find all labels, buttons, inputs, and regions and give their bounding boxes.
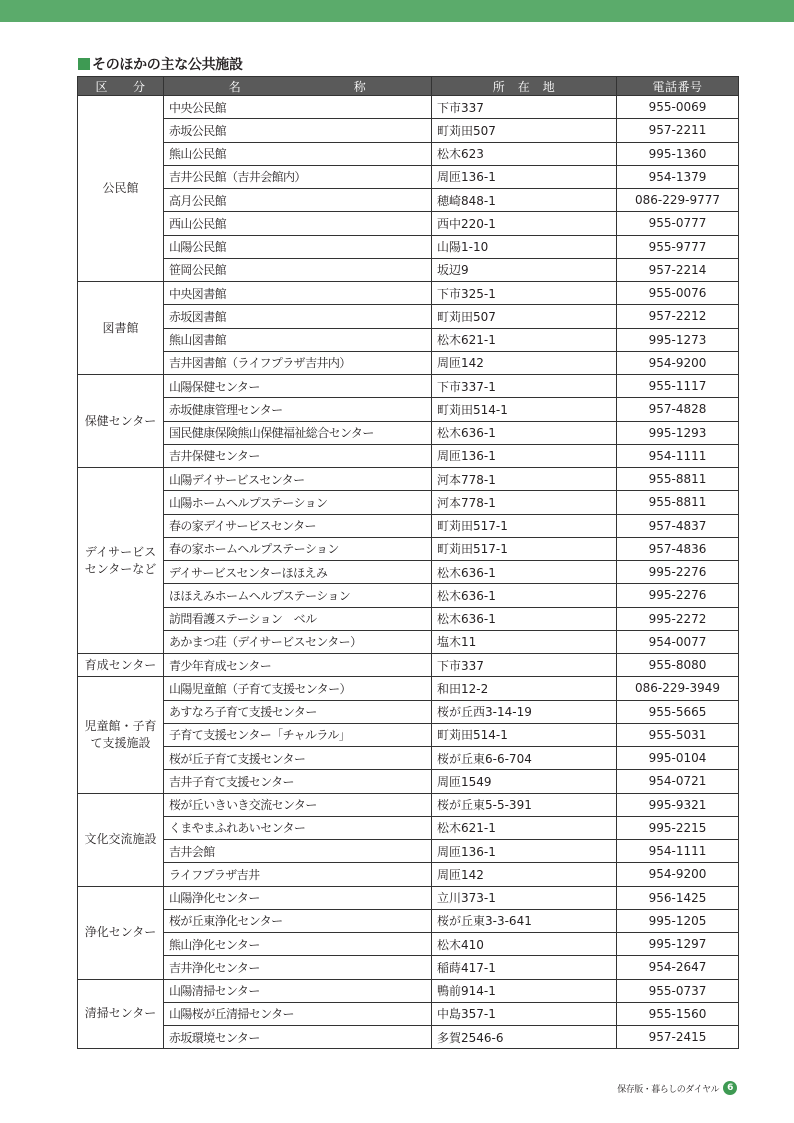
table-row [78, 537, 739, 560]
table-body [78, 96, 739, 1049]
section-title [78, 54, 243, 74]
address-cell: 立川373-1 [432, 886, 617, 909]
table-row [78, 654, 739, 677]
address-cell: 中島357-1 [432, 1002, 617, 1025]
table-row [78, 468, 739, 491]
table-row [78, 421, 739, 444]
address-cell: 町苅田507 [432, 305, 617, 328]
address-cell: 町苅田514-1 [432, 398, 617, 421]
phone-cell: 955-0737 [617, 979, 739, 1002]
address-cell: 穂崎848-1 [432, 189, 617, 212]
phone-cell: 995-9321 [617, 793, 739, 816]
table-row [78, 375, 739, 398]
table-row [78, 747, 739, 770]
table-row [78, 863, 739, 886]
facility-name-cell: 桜が丘いきいき交流センター [164, 793, 432, 816]
facility-name-cell: 桜が丘子育て支援センター [164, 747, 432, 770]
table-row [78, 398, 739, 421]
header-address: 所 在 地 [432, 77, 617, 96]
facility-name-cell: あかまつ荘（デイサービスセンター） [164, 630, 432, 653]
category-cell: 保健センター [78, 375, 164, 468]
facility-name-cell: 熊山図書館 [164, 328, 432, 351]
phone-cell: 957-4837 [617, 514, 739, 537]
header-category: 区 分 [78, 77, 164, 96]
facility-name-cell: 吉井公民館（吉井会館内） [164, 165, 432, 188]
phone-cell: 955-9777 [617, 235, 739, 258]
facility-name-cell: 中央図書館 [164, 282, 432, 305]
address-cell: 稲蒔417-1 [432, 956, 617, 979]
facility-name-cell: 山陽公民館 [164, 235, 432, 258]
phone-cell: 954-1111 [617, 840, 739, 863]
address-cell: 松木636-1 [432, 561, 617, 584]
header-phone: 電話番号 [617, 77, 739, 96]
phone-cell: 995-0104 [617, 747, 739, 770]
table-row [78, 119, 739, 142]
table-row [78, 258, 739, 281]
phone-cell: 086-229-9777 [617, 189, 739, 212]
phone-cell: 954-9200 [617, 863, 739, 886]
address-cell: 町苅田514-1 [432, 723, 617, 746]
facility-name-cell: 吉井会館 [164, 840, 432, 863]
phone-cell: 995-2276 [617, 584, 739, 607]
address-cell: 多賀2546-6 [432, 1026, 617, 1049]
facility-name-cell: 吉井子育て支援センター [164, 770, 432, 793]
page-footer [617, 1081, 737, 1095]
address-cell: 下市337-1 [432, 375, 617, 398]
address-cell: 桜が丘東5-5-391 [432, 793, 617, 816]
table-row [78, 979, 739, 1002]
table-row [78, 142, 739, 165]
address-cell: 和田12-2 [432, 677, 617, 700]
table-row [78, 607, 739, 630]
page-number-badge: 6 [723, 1081, 737, 1095]
facility-name-cell: ライフプラザ吉井 [164, 863, 432, 886]
phone-cell: 955-0069 [617, 96, 739, 119]
phone-cell: 995-1293 [617, 421, 739, 444]
category-cell: 育成センター [78, 654, 164, 677]
category-cell: 清掃センター [78, 979, 164, 1049]
facility-name-cell: ほほえみホームヘルプステーション [164, 584, 432, 607]
facility-name-cell: 子育て支援センター「チャルラル」 [164, 723, 432, 746]
table-row [78, 770, 739, 793]
phone-cell: 955-8080 [617, 654, 739, 677]
address-cell: 松木636-1 [432, 607, 617, 630]
facilities-table [77, 76, 739, 1049]
facility-name-cell: デイサービスセンターほほえみ [164, 561, 432, 584]
category-cell: 浄化センター [78, 886, 164, 979]
facility-name-cell: 赤坂環境センター [164, 1026, 432, 1049]
address-cell: 桜が丘西3-14-19 [432, 700, 617, 723]
phone-cell: 955-1560 [617, 1002, 739, 1025]
table-header-row [78, 77, 739, 96]
facility-name-cell: 西山公民館 [164, 212, 432, 235]
category-cell: 児童館・子育て支援施設 [78, 677, 164, 793]
facility-name-cell: 訪問看護ステーション ベル [164, 607, 432, 630]
address-cell: 下市337 [432, 96, 617, 119]
table-row [78, 514, 739, 537]
address-cell: 塩木11 [432, 630, 617, 653]
table-row [78, 956, 739, 979]
table-row [78, 165, 739, 188]
table-row [78, 1002, 739, 1025]
address-cell: 町苅田507 [432, 119, 617, 142]
table-row [78, 630, 739, 653]
address-cell: 周匝136-1 [432, 165, 617, 188]
table-row [78, 491, 739, 514]
facility-name-cell: 赤坂公民館 [164, 119, 432, 142]
table-row [78, 328, 739, 351]
phone-cell: 955-8811 [617, 491, 739, 514]
phone-cell: 957-2211 [617, 119, 739, 142]
address-cell: 下市337 [432, 654, 617, 677]
phone-cell: 957-4828 [617, 398, 739, 421]
table-row [78, 305, 739, 328]
facility-name-cell: 春の家デイサービスセンター [164, 514, 432, 537]
phone-cell: 957-2212 [617, 305, 739, 328]
facility-name-cell: 山陽浄化センター [164, 886, 432, 909]
phone-cell: 995-1360 [617, 142, 739, 165]
table-row [78, 351, 739, 374]
category-cell: 図書館 [78, 282, 164, 375]
section-title-text: そのほかの主な公共施設 [92, 57, 243, 73]
facility-name-cell: 国民健康保険熊山保健福祉総合センター [164, 421, 432, 444]
category-cell: デイサービスセンターなど [78, 468, 164, 654]
table-row [78, 96, 739, 119]
table-row [78, 793, 739, 816]
address-cell: 松木636-1 [432, 421, 617, 444]
phone-cell: 954-2647 [617, 956, 739, 979]
phone-cell: 995-2272 [617, 607, 739, 630]
table-row [78, 700, 739, 723]
address-cell: 下市325-1 [432, 282, 617, 305]
address-cell: 周匝142 [432, 351, 617, 374]
phone-cell: 955-5665 [617, 700, 739, 723]
table-row [78, 677, 739, 700]
phone-cell: 954-1379 [617, 165, 739, 188]
address-cell: 周匝1549 [432, 770, 617, 793]
address-cell: 河本778-1 [432, 491, 617, 514]
facility-name-cell: 高月公民館 [164, 189, 432, 212]
table-row [78, 189, 739, 212]
top-header-bar [0, 0, 794, 22]
phone-cell: 995-2276 [617, 561, 739, 584]
table-row [78, 1026, 739, 1049]
phone-cell: 995-1205 [617, 909, 739, 932]
address-cell: 周匝142 [432, 863, 617, 886]
address-cell: 鴨前914-1 [432, 979, 617, 1002]
facility-name-cell: 山陽ホームヘルプステーション [164, 491, 432, 514]
phone-cell: 995-1297 [617, 933, 739, 956]
table-row [78, 886, 739, 909]
phone-cell: 957-2415 [617, 1026, 739, 1049]
table-row [78, 235, 739, 258]
table-row [78, 816, 739, 839]
phone-cell: 954-0721 [617, 770, 739, 793]
address-cell: 町苅田517-1 [432, 514, 617, 537]
facility-name-cell: 赤坂図書館 [164, 305, 432, 328]
facility-name-cell: 桜が丘東浄化センター [164, 909, 432, 932]
address-cell: 桜が丘東6-6-704 [432, 747, 617, 770]
facility-name-cell: 春の家ホームヘルプステーション [164, 537, 432, 560]
address-cell: 周匝136-1 [432, 840, 617, 863]
address-cell: 桜が丘東3-3-641 [432, 909, 617, 932]
table-row [78, 933, 739, 956]
address-cell: 坂辺9 [432, 258, 617, 281]
facility-name-cell: 吉井保健センター [164, 444, 432, 467]
phone-cell: 086-229-3949 [617, 677, 739, 700]
phone-cell: 955-8811 [617, 468, 739, 491]
phone-cell: 955-1117 [617, 375, 739, 398]
phone-cell: 954-1111 [617, 444, 739, 467]
table-row [78, 723, 739, 746]
facility-name-cell: 中央公民館 [164, 96, 432, 119]
phone-cell: 954-0077 [617, 630, 739, 653]
address-cell: 西中220-1 [432, 212, 617, 235]
phone-cell: 955-0076 [617, 282, 739, 305]
address-cell: 河本778-1 [432, 468, 617, 491]
address-cell: 周匝136-1 [432, 444, 617, 467]
facility-name-cell: 山陽桜が丘清掃センター [164, 1002, 432, 1025]
phone-cell: 955-5031 [617, 723, 739, 746]
table-row [78, 212, 739, 235]
table-row [78, 444, 739, 467]
address-cell: 山陽1-10 [432, 235, 617, 258]
facility-name-cell: 吉井図書館（ライフプラザ吉井内） [164, 351, 432, 374]
table-row [78, 909, 739, 932]
address-cell: 松木623 [432, 142, 617, 165]
table-row [78, 282, 739, 305]
table-row [78, 584, 739, 607]
facility-name-cell: 吉井浄化センター [164, 956, 432, 979]
phone-cell: 957-2214 [617, 258, 739, 281]
facility-name-cell: 笹岡公民館 [164, 258, 432, 281]
address-cell: 町苅田517-1 [432, 537, 617, 560]
table-row [78, 840, 739, 863]
facility-name-cell: 熊山浄化センター [164, 933, 432, 956]
facility-name-cell: 青少年育成センター [164, 654, 432, 677]
address-cell: 松木636-1 [432, 584, 617, 607]
category-cell: 公民館 [78, 96, 164, 282]
facility-name-cell: 山陽清掃センター [164, 979, 432, 1002]
phone-cell: 954-9200 [617, 351, 739, 374]
phone-cell: 957-4836 [617, 537, 739, 560]
facility-name-cell: 山陽児童館（子育て支援センター） [164, 677, 432, 700]
address-cell: 松木621-1 [432, 328, 617, 351]
phone-cell: 995-2215 [617, 816, 739, 839]
phone-cell: 995-1273 [617, 328, 739, 351]
phone-cell: 956-1425 [617, 886, 739, 909]
facility-name-cell: 山陽保健センター [164, 375, 432, 398]
square-bullet-icon [78, 58, 90, 70]
category-cell: 文化交流施設 [78, 793, 164, 886]
facility-name-cell: 赤坂健康管理センター [164, 398, 432, 421]
facility-name-cell: あすなろ子育て支援センター [164, 700, 432, 723]
footer-text: 保存版・暮らしのダイヤル [617, 1084, 719, 1095]
facility-name-cell: 山陽デイサービスセンター [164, 468, 432, 491]
header-name: 名 称 [164, 77, 432, 96]
phone-cell: 955-0777 [617, 212, 739, 235]
facility-name-cell: 熊山公民館 [164, 142, 432, 165]
address-cell: 松木410 [432, 933, 617, 956]
address-cell: 松木621-1 [432, 816, 617, 839]
table-row [78, 561, 739, 584]
facility-name-cell: くまやまふれあいセンター [164, 816, 432, 839]
